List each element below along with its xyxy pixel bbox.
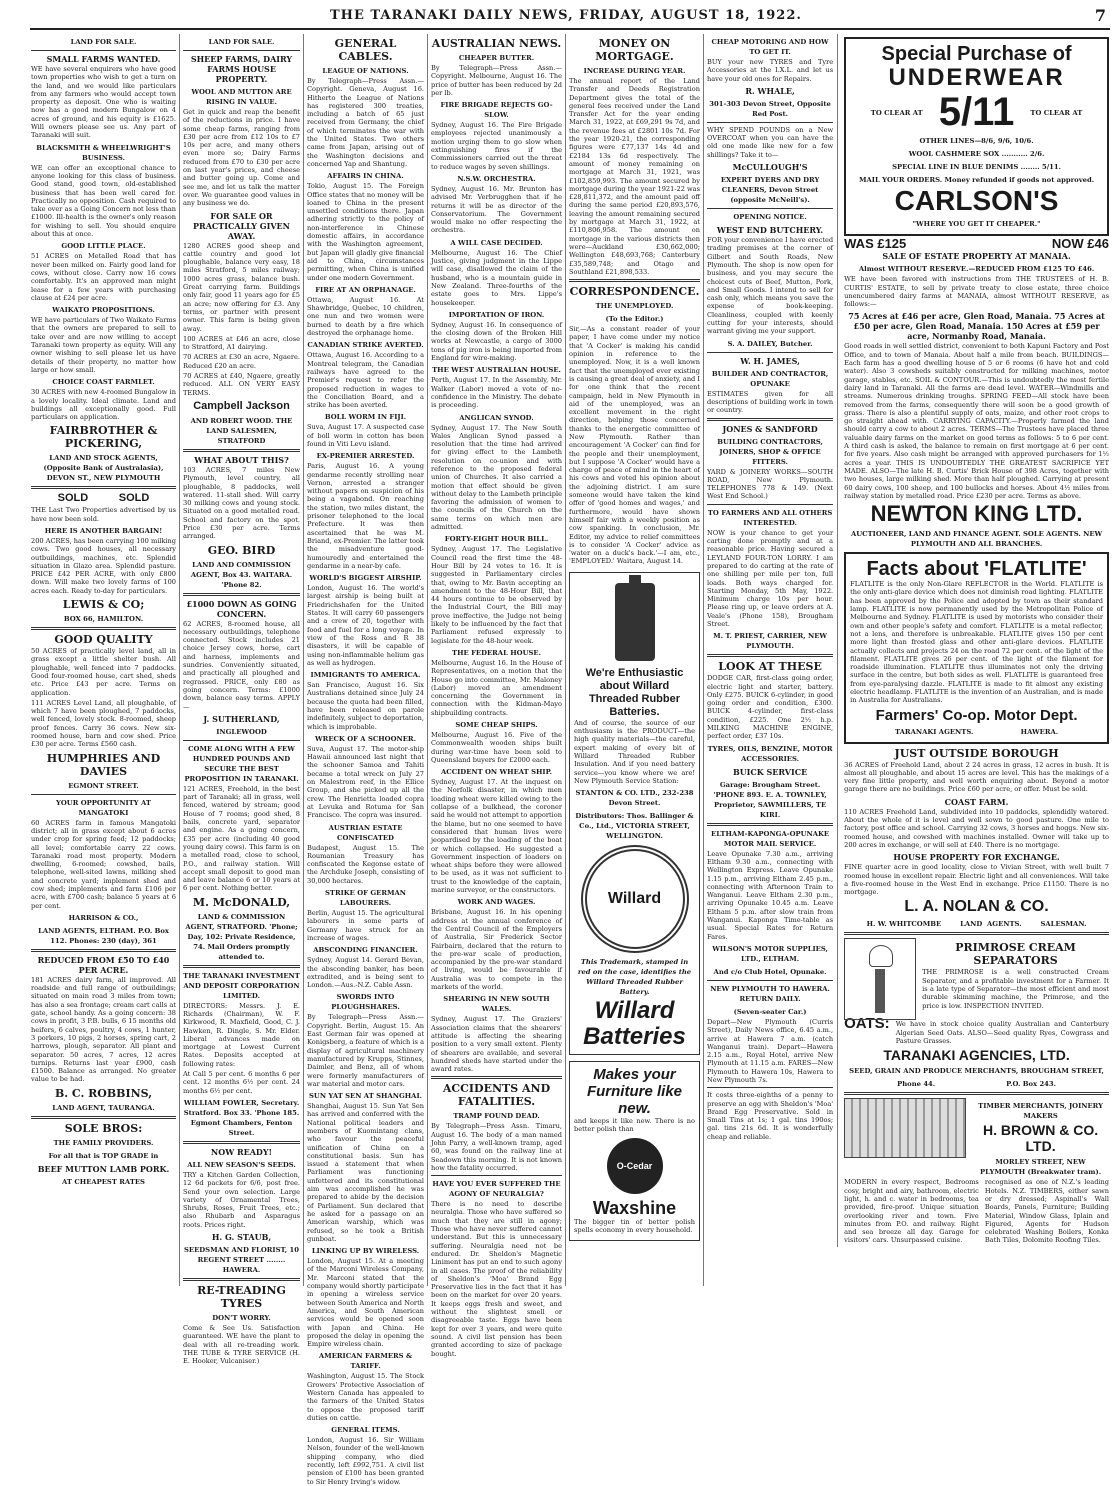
ad-heading: SALE OF ESTATE PROPERTY AT MANAIA. (882, 251, 1071, 262)
timber-yard-illustration (844, 1098, 966, 1158)
ad-text: WE have particulars of Two Waikato Farms that the owners are prepared to sell to take over and are now willing to accept Taranaki town property as equity. Will any owner wishing to sell please let us have details of their property, no matter how large or how small. (31, 316, 176, 374)
firm-name: R. WHALE, (745, 85, 795, 96)
story-text: Perth, August 17. In the Assembly, Mr. Walker (Labor) moved a vote of no-confidence in the Ministry. The debate is proceeding. (431, 376, 562, 410)
story-heading: TRAMP FOUND DEAD. (453, 1112, 540, 1121)
story-text: Sydney, August 16. The Fire Brigade employees rejected unanimously a motion urging them to go slow when extinguishing fires if the Commissioners carried out the threat to reduce wages by seven shillings. (431, 121, 562, 171)
carlsons-ad (844, 37, 1109, 236)
divider (31, 486, 176, 489)
firm-address: LAND & COMMISSION AGENT, STRATFORD. 'Phone; Day, 102: Private Residence, 74. Mail Orders promptly attended to. (185, 912, 298, 961)
ad-heading: JUST OUTSIDE BOROUGH (894, 746, 1059, 760)
ad-text: There is no need to describe neuralgia. Those who have suffered so much that they are still in agony; Those who have never suffered cannot understand. But this is unnecessary suffering. Neuralgia need not be endured. Dr. Sheldon's Magnetic Liniment has put an end to such agony in all cases. The proof of the reliability of Sheldon's 'Moa' Brand Egg Preservative lies in the fact that it has been on the market for over 20 years. It keeps eggs fresh and sweet, and without the slightest smell or disagreeable taste. Eggs have been kept for over 3 years, and were quite sound. A civil list pension has been granted according to size of package bought. (431, 1200, 562, 1358)
ad-heading: WAIKATO PROPOSITIONS. (52, 306, 155, 315)
ad-text: WE have been favored with instructions from THE TRUSTEES of H. B. CURTIS' ESTATE, to sell by private treaty to close estate, three choice unencumbered dairy farms at MANAIA, almost WITHOUT RESERVE, as follows:— (844, 275, 1109, 309)
story-text: Sydney, August 17. The New South Wales Anglican Synod passed a resolution that the time had arrived for giving effect to the Lambeth resolution on co-union and with reference to the proposed federal union of Churches. It also carried a motion that effect should be given without delay to the Lambeth principle favoring the admission of women to the councils of the Church on the same terms on which men are admitted. (431, 423, 562, 532)
ad-heading: CHOICE COAST FARMLET. (52, 378, 155, 387)
ad-heading: HOUSE PROPERTY FOR EXCHANGE. (893, 852, 1060, 863)
story-heading: ANGLICAN SYNOD. (459, 413, 534, 422)
firm-name: LEWIS & CO; (62, 598, 145, 612)
column-2 (180, 34, 304, 1366)
divider (31, 794, 176, 795)
divider (707, 352, 833, 353)
firm-address: Garage: Brougham Street. 'PHONE 893. E. A. TOWNLEY, Proprietor, SAWMILLERS, TE KIRI. (713, 780, 827, 819)
ad-text: TYRES, OILS, BENZINE, MOTOR ACCESSORIES. (707, 744, 833, 763)
willard-ad-heading: We're Enthusiastic about Willard Threaded Rubber Batteries. (585, 666, 684, 718)
story-heading: ABSCONDING FINANCIER. (313, 946, 418, 955)
story-text: By Telegraph—Press Assn.—Copyright. Melbourne, August 16. The price of butter has been reduced by 2d per lb. (431, 64, 562, 97)
story-heading: THE UNEMPLOYED. (595, 302, 674, 311)
ad-heading: HERE IS ANOTHER BARGAIN! (44, 526, 163, 535)
ad-heading: YOUR OPPORTUNITY AT MANGATOKI (56, 798, 151, 817)
firm-name: GEO. BIRD (207, 543, 276, 557)
ad-text: We have in stock choice quality Australian and Canterbury Algerian Seed Oats. ALSO—Seed quality Ryes, Cowgrass and Pasture Grasses. (895, 1020, 1109, 1046)
divider (183, 593, 300, 596)
carlsons-price: 5/11 (938, 90, 1015, 134)
firm-address: SEEDSMAN AND FLORIST, 10 REGENT STREET ........ HAWERA. (184, 1246, 299, 1275)
column-6-left (707, 34, 838, 1247)
story-text: Sydney, August 17. The Legislative Council read the first time the 48-Hour Bill by 24 votes to 16. It is suggested in Parliamentary circles that, owing to Mr. Bavin accepting an amendment to the 48-Hour Bill, that 44 hours continue to be observed by the Industrial Court, the Bill may prove ineffective, the Judge not being likely to be influenced by the fact that Parliament refused expressly to legislate for the 48-hour week. (431, 545, 562, 645)
section-heading: LAND FOR SALE. (70, 38, 137, 46)
flatlite-ad (844, 552, 1109, 743)
ad-heading: WHAT ABOUT THIS? (194, 454, 289, 465)
ad-text: DIRECTORS: Messrs. J. E. Richards (Chairman), W. F. Kirkwood, R. Maxfield, Good, C. J. Hawken, R. Dingle, S. Mr. Elder. Liberal advances made on mortgage at Lowest Current Rates. Deposits accepted at following rates: (183, 1001, 300, 1068)
masthead (30, 6, 1110, 30)
firm-name: WILSON'S MOTOR SUPPLIES, LTD., ELTHAM. (712, 944, 828, 963)
firm-address: BOX 66, HAMILTON. (63, 615, 144, 624)
ad-text: 50 ACRES of practically level land, all in grass except a little shelter bush. All ploughable, well fenced into 7 paddocks. Good four-roomed house, cart shed, sheds etc. Price £43 per acre. Terms on application. (31, 647, 176, 697)
story-text: Melbourne, August 16. The Chief Justice, giving judgment in the Lippe will case, disallowed the claim of the husband, who is a mountain guide in New Zealand. Three-fourths of the estate goes to Mrs. Lippe's housekeeper. (431, 248, 562, 307)
ad-text: BEEF MUTTON LAMB PORK. (37, 1163, 170, 1174)
divider (707, 1087, 833, 1088)
ad-heading: TIMBER MERCHANTS, JOINERY MAKERS (978, 1102, 1103, 1121)
firm-address: INGLEWOOD (216, 727, 267, 736)
story-text: Budapest, August 15. The Roumanian Treasury has confiscated the Kegonse estate of the Archduke Joseph, consisting of 30,000 hectares. (307, 843, 424, 885)
willard-ad-distributor: Distributors: Thos. Ballinger & Co., Ltd., VICTORIA STREET, WELLINGTON. (575, 812, 694, 841)
ad-text: 103 ACRES, 7 miles New Plymouth, level country, all ploughable, 8 paddocks, well watered. 11-stall shed. Will carry 30 milking cows and young stock. Situated on a good metalled road. School and factory on the spot. Price £30 per acre. Terms arranged. (183, 465, 300, 541)
willard-logo: Willard (581, 845, 689, 953)
ad-heading: FOR SALE OR PRACTICALLY GIVEN AWAY. (193, 210, 290, 241)
story-heading: SUN YAT SEN AT SHANGHAI. (308, 1092, 422, 1101)
story-heading: WORK AND WAGES. (457, 898, 536, 907)
divider (707, 122, 833, 123)
nolan-ad (844, 747, 1109, 930)
story-text: Sydney, August 14. Gerard Bevan, the absconding banker, has been extradited, and is being sent to London.—Aus.-N.Z. Cable Assn. (307, 956, 424, 990)
story-text: Ottawa, August 16. At Shawbridge, Quebec, 10 children, one nun and two women were burned to death by a fire which destroyed the orphanage home. (307, 295, 424, 338)
ad-heading: SMALL FARMS WANTED. (46, 54, 161, 64)
ad-heading: RE-TREADING TYRES (197, 1284, 286, 1311)
ad-text: Get in quick and reap the benefit of the reductions in price. I have some cheap farms, ranging from £30 per acre from £12 10s to £7 10s per acre, and many others even more so; Dairy Farms reduced from £70 to £30 per acre on last year's prices, and cheese and butter going up. Come and see me, and let us talk the matter over. We guarantee good values in any business we do. (183, 108, 300, 208)
ad-heading: ALL NEW SEASON'S SEEDS. (187, 1160, 296, 1169)
ad-heading: WEST END BUTCHERY. (716, 225, 824, 236)
carlsons-price-row (850, 91, 1103, 133)
divider (707, 980, 833, 981)
story-text: Brisbane, August 16. In his opening address at the annual conference of the Central Council of the Employers of Australia, Sir Frederick Sector Fairbairn, declared that the return to the pre-war scale of production, accompanied by the pre-war standard of living, would be favourable if Australia was to compete in the markets of the world. (431, 908, 562, 992)
ad-heading: OPENING NOTICE. (733, 213, 807, 222)
carlsons-denims: SPECIAL LINE IN BLUE DENIMS ........ 5/11. (892, 163, 1062, 171)
ad-text: TRY a Kitchen Garden Collection, 12 6d packets for 6/6, post free. Send your own selection. Large variety of Ornamental Trees, Shrubs, Roses, Fruit Trees, etc.; also Rhubarb and Asparagus roots. Prices right. (183, 1170, 300, 1229)
primrose-ad (844, 938, 1109, 1020)
firm-name: W. H. JAMES, (740, 355, 800, 366)
manaia-ad (844, 236, 1109, 549)
divider (31, 949, 176, 952)
ad-text: It costs three-eighths of a penny to preserve an egg with Sheldon's 'Moa' Brand Egg Preservative. Sold in Small Tins at 1s; 1 gal. tins 190os; gal. tins 21s 6d. It is wonderfully cheap and reliable. (707, 1091, 834, 1141)
story-text: San Francisco, August 16. Six Australians detained since July 24 because the quota had been filled, have been released on parole indefinitely, subject to deportation, which is improbable. (307, 681, 425, 731)
willard-caption: This Trademark, stamped in red on the case, identifies the Willard Threaded Rubber Battery. (577, 958, 692, 997)
story-text: Melbourne, August 16. Five of the Commonwealth wooden ships built during war-time have been sold to Queensland buyers for £2000 each. (431, 731, 562, 764)
story-text: Paris, August 16. A young gendarme recently strolling near Vernon, arrested a stranger without papers on suspicion of his being a vagabond. On reaching the station, two miles distant, the prisoner telephoned to the local Prefecture. It was then ascertained that he was M. Briand, ex-Premier. The latter took the misadventure good-humouredly and entertained the gendarme in a near-by cafe. (307, 462, 424, 570)
carlsons-tagline: "WHERE YOU GET IT CHEAPER." (912, 220, 1041, 228)
firm-address: 301-303 Devon Street, Opposite Red Post. (709, 99, 831, 118)
firm-name: S. A. DAILEY, Butcher. (727, 339, 813, 348)
divider (844, 932, 1109, 935)
section-heading: LAND FOR SALE. (208, 38, 275, 46)
firm-address: EGMONT STREET. (68, 781, 139, 790)
ad-text: WHY SPEND POUNDS on a New OVERCOAT when you can have the old one made like new for a few shillings? Take it to— (707, 125, 834, 159)
was-now-row (844, 236, 1109, 251)
firm-address: MORLEY STREET, NEW PLYMOUTH (Breakwater tram). (980, 1158, 1102, 1177)
ad-heading: DON'T WORRY. (212, 1314, 271, 1323)
story-heading: AFFAIRS IN CHINA. (327, 172, 404, 181)
story-heading: CANADIAN STRIKE AVERTED. (307, 341, 424, 350)
story-text: Ottawa, August 16. According to a Montreal telegram, the Canadian railways have agreed to the Premier's request to refer the proposed reduction in wages to the Conciliation Board, and a strike has been averted. (307, 351, 424, 410)
ad-heading: £1000 DOWN AS GOING CONCERN. (186, 598, 297, 619)
ad-text: THE PRIMROSE is a well constructed Cream Separator, and a profitable investment for a Farmer. It is a late type of Separator—the most efficient and most durable skimming machine, the Primrose, and the price is low. INSPECTION INVITED. (922, 968, 1109, 1010)
ad-text: FOR your convenience I have erected trading premises at the corner of Gilbert and South Roads, New Plymouth. The shop is now open for business, and you may secure the choicest cuts of Beef, Mutton, Pork, and Small Goods. I intend to sell for cash only, which means you save the expense of book-keeping. Cleanliness, coupled with keenly cutting for your interests, should warrant giving me your support. (707, 236, 834, 336)
story-heading: SHEARING IN NEW SOUTH WALES. (443, 995, 550, 1014)
story-text: Suva, August 17. The motor-ship Hawaii announced last night that the schooner Samoa and Tahiti became a total wreck on July 27 on Malestrom reef, in the Ellice Group, and she picked up all the crew. The Henrietta loaded copra at Levuka and Rotuma for San Francisco. The copra was insured. (307, 744, 424, 820)
divider (707, 823, 833, 826)
ad-heading: (Seven-seater Car.) (733, 1007, 807, 1016)
divider (569, 279, 700, 282)
o-cedar-logo: O-Cedar (607, 1138, 663, 1194)
ad-heading: CHEAP MOTORING AND HOW TO GET IT. (711, 38, 829, 56)
ad-heading: THE TARANAKI INVESTMENT AND DEPOSIT CORPORATION LIMITED. (183, 971, 300, 1000)
story-heading: AUSTRIAN ESTATE CONFISCATED (328, 823, 403, 842)
ad-heading: GOOD LITTLE PLACE. (61, 242, 146, 251)
willard-ad-firm: STANTON & CO. LTD., 232-238 Devon Street. (575, 789, 694, 808)
firm-name: HARRISON & CO., (68, 913, 139, 922)
waxshine-brand: Waxshine (592, 1197, 677, 1218)
ad-heading: NOW READY! (210, 1146, 273, 1157)
was-price: WAS £125 (844, 236, 907, 251)
carlsons-sox: WOOL CASHMERE SOX ........... 2/6. (908, 150, 1045, 158)
ad-text: Good roads in well settled district, convenient to both Kapuni Factory and Post Office, and to town of Manaia. About half a mile from beach. BUILDINGS—Each farm has a good dwelling house of 5 or 6 rooms (6 have hot and cold water). Also 3 cowsheds suitably constructed for milking machines, motor garage, stables, etc. SOIL & CONTOUR.—This is undoubtedly the most fertile dairy land in Taranaki. All the farms are dead level. WATER—Windmills and streams. Numerous drinking troughs. SPRING FEED—All stock have been removed from the farms, consequently there will soon be a good growth of grass. There is also a plentiful supply of oats, maize, and other root crops to go straight ahead with. CARRYING CAPACITY.—Properly farmed the land should carry a cow to about 2 acres. TERMS—The Trustees have placed three valuable dairy farms on the market on good terms as follows: 5 to 6 per cent. A third cash is asked, the balance to remain on first mortgage at 6 per cent. for five years. Also cash might be arranged with approved purchasers for 1½ acres a year. THIS IS UNDOUBTEDLY THE GREATEST SACRIFICE YET MADE. ALSO—The late H. B. Curtis' Brick House of 398 Acres, together with two houses, large milking shed. More than half ploughed. Carrying at present 60 dairy cows, 100 sheep, and 100 bullocks and horses. About 4½ miles from railway station by metalled road. Price £230 per acre. Terms as above. (844, 342, 1109, 500)
firm-address: BUILDER AND CONTRACTOR, OPUNAKE (711, 369, 829, 388)
waxshine-text: and keeps it like new. There is no better polish than (574, 1117, 695, 1134)
story-heading: SWORDS INTO PLOUGHSHARES. (331, 993, 400, 1012)
firm-address: TARANAKI AGENTS. HAWERA. (894, 727, 1059, 736)
carlsons-underwear: UNDERWEAR (888, 64, 1065, 91)
firm-name: FAIRBROTHER & PICKERING, (49, 424, 158, 451)
firm-tagline: THE FAMILY PROVIDERS. (53, 1138, 154, 1147)
story-text: Melbourne, August 16. In the House of Representatives, on a motion that the House go into committee, Mr. Maloney (Labor) moved an amendment concerning the Government in connection with the Kidman-Mayo shipbuilding contracts. (431, 658, 562, 717)
oats-heading: OATS: (844, 1015, 890, 1033)
ad-heading: WOOL AND MUTTON ARE RISING IN VALUE. (191, 88, 292, 106)
section-heading: CORRESPONDENCE. (569, 285, 700, 299)
newton-king-logo: NEWTON KING LTD. (870, 501, 1083, 527)
divider (183, 449, 300, 452)
story-text: By Telegraph—Press Assn.—Copyright. Berlin, August 15. An East German fair was opened at Konigsberg, a feature of which is a display of agricultural machinery manufactured by Krupps, Stinnes, Daimler, and Benz, all of whom were formerly manufacturers of war material and motor cars. (307, 1013, 424, 1088)
page-number: 7 (1094, 6, 1106, 25)
willard-wordmark: Willard Batteries (583, 997, 686, 1051)
firm-name: JONES & SANDFORD (722, 423, 818, 434)
carlsons-logo: CARLSON'S (894, 185, 1059, 216)
story-text: London, August 15. At a meeting of the Marconi Wireless Company, Mr. Marconi stated that the company would shortly participate in opening a wireless service between South America and North America, and South American services would be opened soon with Japan and China. He proposed the delay in opening the Empire wireless chain. (307, 1257, 424, 1349)
story-heading: A WILL CASE DECIDED. (450, 238, 543, 247)
firm-name: B. C. ROBBINS, (54, 1086, 153, 1100)
farm-list: 75 Acres at £46 per acre, Glen Road, Manaia. 75 Acres at £50 per acre, Glen Road, Manaia. 150 Acres at £59 per acre, Normanby Road, Manaia. (848, 311, 1105, 342)
firm-name: H. G. STAUB, (211, 1232, 272, 1243)
story-text: London, August 16. Sir William Nelson, founder of the well-known shipping company, who died recently, left £992,751. A civil list pension of £100 has been granted to Sir Henry Irving's widow. (307, 1436, 424, 1486)
ad-text: 1280 ACRES good sheep and cattle country and good lot ploughable, balance very easy, 18 miles Stratford, 5 miles railway; 1000 acres grass, balance bush. Great carrying farm. Buildings only fair, good 11 years ago for £5 an acre; now offering for £3. Any terms, or partner with present owner. This farm is being given away. (183, 241, 300, 333)
to-clear-right: TO CLEAR AT (1030, 109, 1083, 117)
section-heading: MONEY ON MORTGAGE. (595, 37, 674, 63)
ad-heading: COME ALONG WITH A FEW HUNDRED POUNDS AND SECURE THE BEST PROPOSITION IN TARANAKI. (184, 744, 299, 783)
story-heading: BOLL WORM IN FIJI. (324, 413, 407, 422)
ad-heading: PRIMROSE CREAM SEPARATORS (955, 941, 1076, 968)
ad-text: WE have several enquirers who have good town properties who wish to get a turn on the land, and we would like particulars from any farmers who would accept town property as deposit. One who is waiting now has a good modern Bungalow on 4 acres of ground, and his equity is £1625. Will owners please see us. Any part of Taranaki will suit. (31, 65, 176, 140)
separator-illustration (844, 938, 916, 1020)
story-text: Tokio, August 15. The Foreign Office states that no money will be loaned to China in the present unsettled conditions there. Japan adhering strictly to the policy of non-interference in Chinese domestic affairs, in accordance with the Washington agreement, but Japan will gladly give financial aid to China, circumstances permitting, when China is unified under one modern Government. (307, 182, 424, 282)
story-heading: THE FEDERAL HOUSE. (452, 648, 541, 657)
divider (844, 1092, 1109, 1095)
carlsons-other-lines: OTHER LINES—8/6, 9/6, 10/6. (919, 137, 1034, 145)
story-heading: LINKING UP BY WIRELESS. (311, 1247, 420, 1256)
story-text: Berlin, August 15. The agricultural labourers in some parts of Germany have struck for an increase of wages. (307, 909, 424, 942)
ad-text: 100 ACRES at £46 an acre, close to Stratford, A1 dairying. (183, 334, 300, 352)
story-heading: ACCIDENT ON WHEAT SHIP. (441, 768, 552, 777)
ad-text: THE Last Two Properties advertised by us have now been sold. (31, 506, 176, 523)
ad-text: 110 ACRES Freehold Land, subdivided into 10 paddocks, splendidly watered. About the whole of it is level and well sown to good pasture. One mile to factory, post office and school. Carrying 32 cows, 3 horses and hoggs. New six-roomed house, and cowshed with machines installed. Owner will take up to 200 acres in exchange, or will sell at £40. There is no mortgage. (844, 807, 1109, 849)
divider (431, 1175, 562, 1176)
to-clear-left: TO CLEAR AT (870, 109, 923, 117)
column-5 (566, 34, 704, 1286)
story-text: London, August 16. The world's largest airship is being built at Friedrichshafen for the United States. It will carry 60 passengers and a crew of 20, together with food and fuel for a long voyage. In view of the Ross and R 38 disasters, it will be capable of using non-inflammable helium gas as well as hydrogen. (307, 584, 424, 667)
story-heading: IMMIGRANTS TO AMERICA. (310, 671, 421, 680)
story-heading: (To the Editor.) (605, 315, 664, 324)
story-heading: WORLD'S BIGGEST AIRSHIP. (309, 574, 422, 583)
story-text: Sir,—As a constant reader of your paper, I have come under my notice that 'A Cocker' is making his candid opinion in reference to the unemployed. Now, it is a well known fact that the unemployed ever existing is causing a great deal of anxiety, and I for one think that the recent campaign, held in New Plymouth in aid of the unemployed, was an excellent movement in the right direction, helping those concerned thanks to the energetic committee of New Plymouth. Rather than encouragement 'A Cocker' can find for the people and their unemployment, but I suppose 'A Cocker' would have a charge of peace of mind in the heart of his cows and voted his opinion about the adjoining district. I am sure someone would have taken the kind offer of 'good homes and wages,' and furthermore, would have shown himself fair with a weekly position as cow spanking. In conclusion, Mr. Editor, my advice to relief committees is to consider 'A Cocker' advice as 'water on a duck's back.'—I am, etc., 'EMPLOYED.' Waitara, August 14. (569, 325, 700, 566)
masthead-title: THE TARANAKI DAILY NEWS, FRIDAY, AUGUST 18, 1922. (330, 8, 802, 23)
ad-text: 121 ACRES, Freehold, in the best part of Taranaki; all in grass, well fenced, watered by stream; good House of 7 rooms; good shed, 8 bails, concrete yard, separator and engine. As a going concern, £35 per acre (including 40 good young dairy cows). This farm is on a metalled road, close to school, P.O., and railway station. Will accept small deposit to good man and leave balance 6 or 10 years at 6 per cent. Nothing better. (183, 784, 300, 893)
divider (183, 1141, 300, 1144)
story-heading: AMERICAN FARMERS & TARIFF. (318, 1352, 413, 1371)
ad-text: AT CHEAPEST RATES (62, 1177, 145, 1186)
ad-text: 70 ACRES at £30 an acre, Ngaere. Reduced £20 an acre. (183, 353, 300, 370)
story-text: Suva, August 17. A suspected case of boll worm in cotton has been found in Viti Levu island. (307, 423, 424, 448)
story-heading: FORTY-EIGHT HOUR BILL. (444, 535, 549, 544)
firm-address: AND ROBERT WOOD. THE LAND SALESMEN, STRATFORD (190, 416, 293, 445)
firm-address: And c/o Club Hotel, Opunake. (713, 967, 827, 976)
firm-name: J. SUTHERLAND, (203, 713, 280, 724)
ad-heading: GOOD QUALITY (54, 633, 153, 647)
sold-banner: SOLD SOLD (57, 492, 150, 505)
firm-address: SEED, GRAIN AND PRODUCE MERCHANTS, BROUGHAM STREET, (849, 1067, 1104, 1076)
story-text: Shanghai, August 15. Sun Yat Sen has arrived and conferred with the National political leaders and members of Kuomintang clans, who favour the peaceful unification of China on a constitutional basis. Sun has issued a statement that when Parliament was functioning unfettered and its constitutional aim was accomplished he was prepared to abide by the decision of Parliament. Sun declared that he asked for a passage on an American warship, which was refused, so he took a British gunboat. (307, 1102, 424, 1243)
story-text: Sydney, August 17. The Graziers' Association claims that the shearers' attitude is affecting the shearing position to a very small extent. Plenty of shearers are available, and several hundred sheds have started under the award rates. (431, 1015, 562, 1074)
column-3 (304, 34, 428, 1486)
ad-heading: Almost WITHOUT RESERVE.—REDUCED FROM £125 TO £46. (858, 265, 1095, 274)
ad-text: Depart—New Plymouth (Curris Street), Daily News office, 6.45 a.m., arrive at Hawera 7 a.m. (catch Wanganui train). Depart—Hawera 2.15 a.m., Royal Hotel, arrive New Plymouth at 11.15 a.m. FARES—New Plymouth to Hawera 10s, Hawera to New Plymouth 7s. (707, 1017, 834, 1084)
divider (707, 504, 833, 505)
ad-text: DODGE CAR, first-class going order, electric light and starter, battery. Only £275. BUICK 6-cylinder, in good going order and condition, £300. BUICK 4-cylinder, first-class condition, £225. One 2½ h.p. MILKING MACHINE ENGINE, perfect order, £37 10s. (707, 674, 834, 741)
story-text: Washington, August 15. The Stock Growers' Protective Association of Western Canada has appealed to the farmers of the United States to oppose the proposed tariff duties on cattle. (307, 1372, 424, 1422)
primrose-copy (922, 938, 1109, 1011)
firm-address: LAND AGENT, TAURANGA. (52, 1103, 155, 1112)
column-6 (704, 34, 1112, 1286)
ad-text: MODERN in every respect, Bedrooms cosy, bright and airy, bathroom, electric light, h. and c. water in bedrooms, tea provided, fire-proof. Unique situation overlooking river and town. Five minutes from P.O. and railway. Right and sea breeze all day. Garage for visitors' cars. Unsurpassed cuisine. (844, 1178, 979, 1245)
story-text: By Telegraph—Press Assn. Timaru, August 16. The body of a man named John Parry, a well-known tramp, aged 60, was found on the railway line at Seadown this morning. It is not known how the fatality occurred. (431, 1122, 562, 1172)
carlsons-mail: MAIL YOUR ORDERS. Money refunded if goods not approved. (859, 176, 1095, 184)
ad-heading: NEW PLYMOUTH TO HAWERA. RETURN DAILY. (710, 984, 830, 1003)
ad-text: YARD & JOINERY WORKS—SOUTH ROAD, New Plymouth. TELEPHONES 778 & 149. (Next West End School.) (707, 467, 834, 501)
h-brown-logo: H. BROWN & CO. LTD. (983, 1122, 1099, 1155)
ad-heading: SHEEP FARMS, DAIRY FARMS HOUSE PROPERTY. (190, 54, 293, 84)
divider (707, 418, 833, 421)
timber-copy (972, 1098, 1109, 1178)
column-6-right (844, 34, 1109, 1247)
firm-phone: Phone 44. P.O. Box 243. (897, 1080, 1056, 1089)
divider (183, 1278, 300, 1281)
ad-text: 51 ACRES on Metalled Road that has never been milked on. Fairly good land for cows, without close. Carry now 16 cows comfortably. It's an approved man might lease for a few years with purchasing clause at £24 per acre. (31, 252, 176, 302)
story-text: The annual report of the Land Transfer and Deeds Registration Department gives the total of the general fees received under the Land Transfer Act for the year ending March 31, 1922, at £69,291 9s 7d, and the revenue fees at £2801 10s 7d. For the year 1920-21, the corresponding figures were £77,137 14s 4d and £2184 13s 6d respectively. The amount of money remaining on mortgage at March 31, 1921, was £102,859,993. The amount secured by mortgage during the year 1921-22 was £28,811,372, and the amount paid off during the same period £20,893,576, leaving the amount remaining secured by mortgage at March 31, 1922, at £110,806,958. The amount on mortgage in the various districts then were—Auckland £30,662,000; Wellington £48,693,768; Canterbury £35,589,748; and Otago and Southland £21,898,533. (569, 77, 700, 276)
ad-text: BUY your new TYRES and Tyre Accessories at the I.X.L. and let us have your old ones for Repairs. (707, 58, 834, 83)
waxshine-ad (569, 1061, 700, 1241)
story-text: Sydney, August 16. In consequence of the closing down of the Broken Hill works at Newcastle, a cargo of 3000 tons of pig iron is being imported from England for wire-making. (431, 320, 562, 363)
column-1 (28, 34, 180, 1286)
firm-name: BUICK SERVICE (732, 766, 808, 777)
firm-address: LAND AND COMMISSION AGENT, Box 43. WAITARA. 'Phone 82. (190, 560, 293, 589)
ad-text: 36 ACRES of Freehold Land, about 2 24 acres in grass, 12 acres in bush. It is almost all ploughable, and about 15 acres are level. This has the makings of a very fine little property, and well worth enquiring about. Beyond a motor garage there are no buildings. Price £60 per acre, or offer. Must be sold. (844, 760, 1109, 794)
ad-text: recognised as one of N.Z.'s leading Hotels. N.Z. TIMBERS, either sawn or dry dressed; Aspinall's Wall Boards, Panels, Furniture; Building Material, Window Glass, Iplain and Figured, Agents for Hudson celebrated Washing Boilers, Konka Bath Tiles, Dolomite Roofing Tiles. (984, 1178, 1109, 1245)
firm-address: H. W. WHITCOMBE LAND AGENTS. SALESMAN. (866, 920, 1087, 929)
ad-heading: BLACKSMITH & WHEELWRIGHT'S BUSINESS. (36, 143, 171, 162)
ad-text: ESTIMATES given for all descriptions of building work in town or country. (707, 389, 834, 415)
story-heading: STRIKE OF GERMAN LABOURERS. (324, 889, 406, 908)
ad-text: 111 ACRES Level Land, all ploughable, of which 7 have been ploughed, 7 paddocks, well fenced, lovely stock. 8-roomed, sheep proof fences. Carry 36 cows. New six-roomed house, barn and cow shed. Price £30 per acre. Terms £560 cash. (31, 698, 176, 749)
story-heading: IMPORTATION OF IRON. (448, 310, 545, 319)
oats-row (844, 1015, 1109, 1047)
ad-text: Leave Opunake 7.30 a.m., arriving Eltham 9.30 a.m., connecting with Wellington Express. Leave Opunake 1.15 p.m., arriving Eltham 2.45 p.m., connecting with Afternoon Train to Wanganui. Leave Eltham 2.30 p.m., arriving Opunake 10.45 a.m. Leave Eltham 5 p.m. after slow train from Wanganui. Kaponga Time-table as usual. Special Rates for Return Fares. (707, 849, 834, 941)
ad-text: FINE quarter acre in good locality, close to Vivian Street, with well built 7 roomed house in excellent repair. Electric light and all conveniences. Will take a five-roomed house in the West End in exchange. Price £1150. There is no mortgage. (844, 863, 1109, 897)
rates-table: At Call 5 per cent. 6 months 6 per cent. 12 months 6½ per cent. 24 months 6½ per cent. (183, 1070, 300, 1095)
divider (707, 654, 833, 657)
firm-address: LAND AND STOCK AGENTS, (Opposite Bank of Australasia), DEVON ST., NEW PLYMOUTH (43, 454, 164, 483)
ad-text: 200 ACRES, has been carrying 100 milking cows. Two good houses, all necessary outbuildings, machines, etc. Splendid situation in Glazo area. Splendid pasture. PRICE £42 PER ACRE, with only £800 down. Will make two lovely farms of 100 acres each. Ready to-day for particulars. (31, 536, 176, 595)
column-4 (428, 34, 566, 1358)
willard-ad (569, 572, 700, 1055)
section-heading: ACCIDENTS AND FATALITIES. (442, 1082, 551, 1109)
taranaki-agencies-logo: TARANAKI AGENCIES, LTD. (883, 1047, 1070, 1064)
divider (183, 740, 300, 741)
ad-heading: ELTHAM-KAPONGA-OPUNAKE MOTOR MAIL SERVICE. (711, 829, 830, 848)
firm-name: Campbell Jackson (193, 399, 290, 412)
nolan-logo: L. A. NOLAN & CO. (904, 898, 1049, 916)
ad-text: WE can offer an exceptional chance to anyone looking for this class of business. Good stand, good town, old-established business that has been well cared for. Practically no opposition. Cash required to take over as a Going Concern not less than £1000. Ill-health is the owner's only reason for wishing to sell. You should enquire about this at once. (31, 163, 176, 239)
story-heading: SOME CHEAP SHIPS. (455, 721, 538, 729)
firm-address: AUCTIONEER, LAND AND FINANCE AGENT. SOLE AGENTS. NEW PLYMOUTH AND ALL BRANCHES. (850, 530, 1103, 549)
firm-address: WILLIAM FOWLER, Secretary. Stratford. Box 33. 'Phone 185. Egmont Chambers, Fenton Street. (183, 1098, 300, 1137)
divider (31, 627, 176, 630)
story-heading: GENERAL ITEMS. (331, 1426, 400, 1435)
flatlite-text: FLATLITE is the only Non-Glare REFLECTOR in the World. FLATLITE is the only anti-glare device which does not diminish road lighting. FLATLITE has been approved by the Police and adopted by town as their standard lamp. FLATLITE is now permanently used by the Metropolitan Police of Melbourne and Sydney. FLATLITE is used by motorists who consider their own and other people's safety and comfort. FLATLITE is a metal reflector, not a lens, and therefore is unbreakable. FLATLITE gives 150 per cent more light than frosted glass and other anti-glare devices. FLATLITE actually collects and projects 24 on the road 72 per cent. of the light of the filament. FLATLITE gives 26 per cent. of the light of the filament for roadside illumination. FLATLITE thus illuminates not only the driving surface in the centre, but both sides as well. FLATLITE is guaranteed free from eye-paralysing dazzle. FLATLITE is made to fit almost any existing electric headlamp. FLATLITE is the invention of an Australian, and is made in Australia for Australians. (850, 580, 1103, 705)
flatlite-heading: Facts about 'FLATLITE' (866, 558, 1087, 581)
ad-text: 181 ACRES dairy farm, all improved. All roadside and full range of outbuildings; situated on main road 3 miles from town; has also a sea frontage; cream cart calls at gate, school handy. As a going concern: 38 cows in profit, 3 P.B. bulls, 6 15 months old heifers, 6 calves, poultry, 4 cows, 1 hunter, 3 porkers, 10 pigs, 2 horses, spring cart, 2 harrows, plough, separator. All plant and separator. 50 acres, 7 acres, 12 acres turnips. Returns last year £900, cash £1500. Balance as arranged. No greater value to be had. (31, 975, 176, 1084)
firm-address: EXPERT DYERS AND DRY CLEANERS, Devon Street (opposite McNeill's). (720, 176, 820, 205)
firm-name: HUMPHRIES AND DAVIES (46, 751, 161, 778)
divider (31, 1116, 176, 1119)
ad-text: NOW is your chance to get your carting done promptly and at a reasonable price. Having secured a LEYLAND FOUR-TON LORRY. I am prepared to do carting at the rate of one shilling per mile per ton, full loads. Both ways charged for. Starting Monday, 5th May, 1922. Minimum charge 10s per hour. Please ring up, or leave orders at A. Veale's (Phone 158), Brougham Street. (707, 528, 834, 628)
column-6-split (707, 34, 1109, 1247)
ad-text: For all that is TOP GRADE in (48, 1151, 159, 1160)
story-heading: THE WEST AUSTRALIAN HOUSE. (432, 366, 561, 375)
waxshine-tagline: The bigger tin of better polish spells economy in every household. (574, 1217, 695, 1234)
ad-text: 70 ACRES at £40, Ngaere, greatly reduced. ALL ON VERY EASY TERMS. (183, 372, 300, 397)
carlsons-heading: Special Purchase of (881, 43, 1072, 65)
firm-name: M. T. PRIEST, CARRIER, NEW PLYMOUTH. (713, 632, 828, 651)
timber-ad (844, 1098, 1109, 1178)
story-heading: LEAGUE OF NATIONS. (322, 67, 409, 75)
waxshine-heading: Makes your Furniture like new. (586, 1066, 683, 1118)
ad-text: 30 ACRES with new 4-roomed Bungalow in a lovely locality. Ideal climate. Land and buildings all exceptionally good. Full particulars on application. (31, 388, 176, 422)
divider (183, 965, 300, 968)
story-text: Sydney, August 17. At the inquest on the Norfolk disaster, in which men loading wheat were killed owing to the collapse of a bulkhead, the coroner said he would not attempt to apportion the blame, but no one seemed to have considered that human lives were jeopardised by the loading of the boat or which collapsed. He suggested a Government inspection of loaders on wheat ships before they were allowed to be used, as it was not sufficient to trust to the knowledge of the captain, marine surveyor, or the constructors. (431, 778, 562, 895)
ad-heading: COAST FARM. (944, 796, 1009, 807)
ad-heading: TO FARMERS AND ALL OTHERS INTERESTED. (707, 508, 833, 527)
divider (431, 1076, 562, 1079)
story-text: By Telegraph—Press Assn.—Copyright. Geneva, August 16. Hitherto the League of Nations has registered 300 treaties, including a batch of 65 just received from Germany, the chief of which terminates the war with the United States. Two others came from Japan, arising out of the Washington decisions and concerned Yap and Shantung. (307, 77, 424, 168)
ad-heading: HAVE YOU EVER SUFFERED THE AGONY OF NEURALGIA? (432, 1180, 561, 1199)
story-heading: FIRE AT AN ORPHANAGE. (315, 285, 416, 294)
story-heading: INCREASE DURING YEAR. (583, 67, 686, 75)
divider (183, 50, 300, 51)
firm-name: M. McDONALD, (192, 895, 291, 909)
ad-heading: REDUCED FROM £50 TO £40 PER ACRE. (37, 954, 170, 975)
story-heading: FIRE BRIGADE REJECTS GO-SLOW. (440, 101, 553, 120)
section-heading: GENERAL CABLES. (334, 37, 397, 63)
story-heading: WRECK OF A SCHOONER. (315, 734, 416, 743)
section-heading: AUSTRALIAN NEWS. (431, 37, 562, 50)
story-heading: N.S.W. ORCHESTRA. (457, 174, 536, 183)
now-price: NOW £46 (1051, 236, 1109, 251)
story-text: Sydney, August 16. Mr. Brunton has advised Mr. Verbrugghen that if he returns it will be as director of the Conservatorium. The Government would make no offer respecting the orchestra. (431, 184, 562, 235)
ad-heading: LOOK AT THESE (718, 660, 822, 674)
willard-ad-text: And of course, the source of our enthusiasm is the PRODUCT—the high quality materials—the careful, expert making of every bit of Willard Threaded Rubber Insulation. And if you need battery service—you know where we are! New Plymouth Service Station: (574, 718, 695, 785)
firm-name: SOLE BROS: (64, 1121, 143, 1135)
farmers-coop-logo: Farmers' Co-op. Motor Dept. (875, 706, 1078, 724)
timber-text-row (844, 1178, 1109, 1246)
firm-address: BUILDING CONTRACTORS, JOINERS, SHOP & OFFICE FITTERS. (717, 437, 823, 466)
story-heading: CHEAPER BUTTER. (458, 54, 535, 62)
firm-name: McCULLOUGH'S (732, 162, 808, 173)
firm-address: LAND AGENTS, ELTHAM. P.O. Box 112. Phones: 230 (day), 361 (38, 926, 169, 945)
ad-text: Come & See Us. Satisfaction guaranteed. WE have the plant to deal with all re-treading work. THE TUBE & TYRE SERVICE (H. E. Hooker, Vulcaniser.) (183, 1324, 300, 1366)
ad-text: 60 ACRES farm in famous Mangatoki district; all in grass except about 6 acres under crop for spring feed; 12 paddocks; all level; comfortable carry 22 cows. Taranaki road most property. Modern dwelling, 6-roomed; cowshed, bails, telephone, well-sited lawns, milking shed and concrete yard; implement shed and cow shed; implements and farm £106 per acre, with £700 cash; balance 5 years at 6 per cent. (31, 818, 176, 910)
battery-icon (615, 583, 655, 661)
divider (31, 50, 176, 51)
ad-text: 62 ACRES, 8-roomed house, all necessary outbuildings, telephone connected. Stock includes 21 choice Jersey cows, horse, cart and harness, implements and sundries. Conveniently situated, and practically all ploughed and regrassed. PRICE, only £80 as going concern. Terms: £1000 down, balance easy terms. APPLY— (183, 619, 300, 711)
divider (707, 208, 833, 209)
story-heading: EX-PREMIER ARRESTED. (316, 452, 415, 461)
